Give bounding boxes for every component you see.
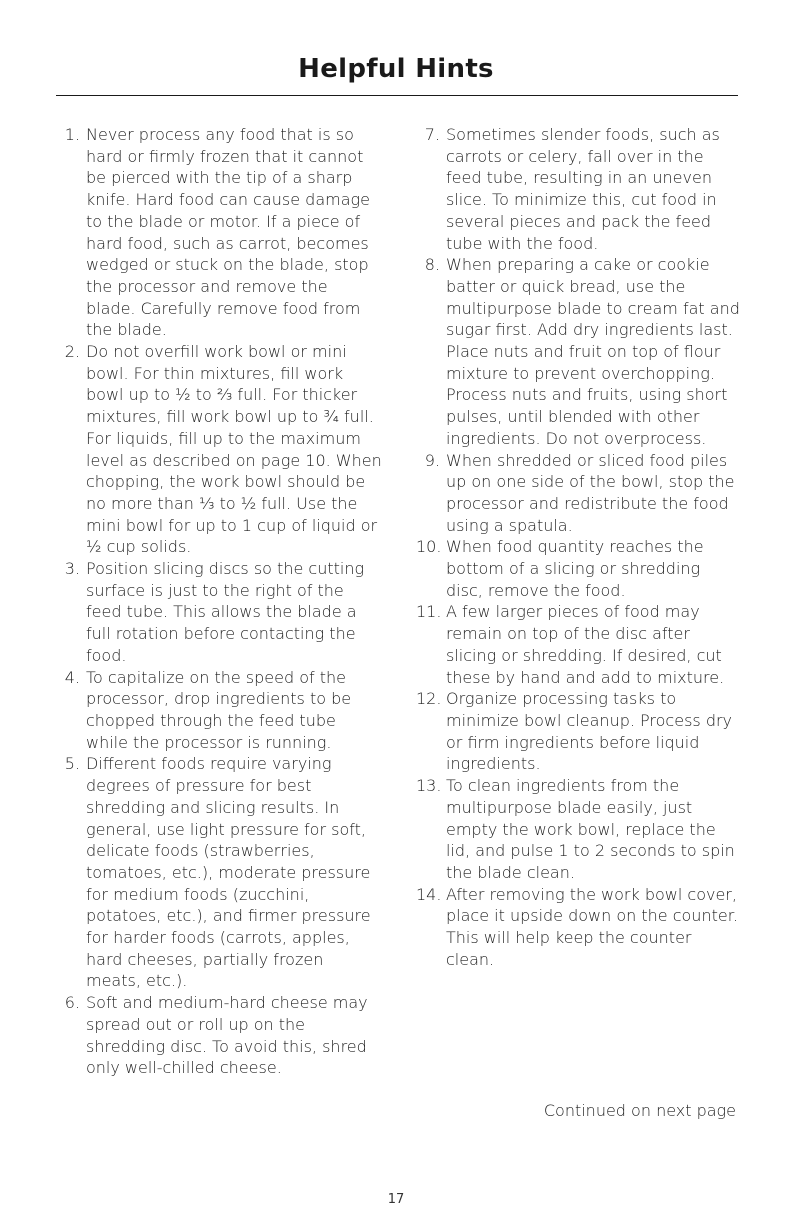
- hint-number: 13.: [416, 776, 442, 796]
- hint-number: 12.: [416, 689, 442, 709]
- hint-item-13: [416, 775, 742, 884]
- hint-number: 6.: [64, 993, 80, 1013]
- hints-column-left: [56, 124, 382, 1079]
- hint-text: Sometimes slender foods, such as carrots or celery, fall over in the feed tube, resulting in an uneven slice. To minimize this, cut food in several pieces and pack the feed tube with the food.: [446, 125, 720, 253]
- hint-item-8: [416, 254, 742, 449]
- hint-number: 9.: [424, 450, 440, 470]
- hint-item-5: [56, 753, 382, 992]
- hint-number: 14.: [416, 884, 442, 904]
- hint-item-4: [56, 667, 382, 754]
- hint-text: When shredded or sliced food piles up on one side of the bowl, stop the processor and redistribute the food using a spatula.: [446, 450, 735, 535]
- hint-number: 2.: [64, 342, 80, 362]
- hints-column-right: [416, 124, 742, 970]
- hint-text: Position slicing discs so the cutting surface is just to the right of the feed tube. This allows the blade a full rotation before contacting the food.: [86, 559, 365, 665]
- hint-number: 7.: [424, 125, 440, 144]
- hint-number: 1.: [64, 125, 80, 144]
- hint-text: When preparing a cake or cookie batter or quick bread, use the multipurpose blade to cream fat and sugar first. Add dry ingredients last. Place nuts and fruit on top of flour mixture to prevent overchopping. Process nuts and fruits, using short pulses, until blended with other ingredients. Do not overprocess.: [446, 255, 740, 448]
- hint-text: To clean ingredients from the multipurpose blade easily, just empty the work bowl, replace the lid, and pulse 1 to 2 seconds to spin the blade clean.: [446, 776, 735, 882]
- hint-text: Do not overfill work bowl or mini bowl. For thin mixtures, fill work bowl up to ½ to ⅔ full. For thicker mixtures, fill work bowl up to ¾ full. For liquids, fill up to the maximum level as described on page 10. When chopping, the work bowl should be no more than ⅓ to ½ full. Use the mini bowl for up to 1 cup of liquid or ½ cup solids.: [86, 342, 382, 557]
- hint-text: Soft and medium-hard cheese may spread out or roll up on the shredding disc. To avoid this, shred only well-chilled cheese.: [86, 993, 368, 1078]
- hint-text: Different foods require varying degrees of pressure for best shredding and slicing results. In general, use light pressure for soft, delicate foods (strawberries, tomatoes, etc.), moderate pressure for medium foods (zucchini, potatoes, etc.), and firmer pressure for harder foods (carrots, apples, hard cheeses, partially frozen meats, etc.).: [86, 754, 371, 991]
- hint-text: Never process any food that is so hard or firmly frozen that it cannot be pierced with the tip of a sharp knife. Hard food can cause damage to the blade or motor. If a piece of hard food, such as carrot, becomes wedged or stuck on the blade, stop the processor and remove the blade. Carefully remove food from the blade.: [86, 125, 370, 340]
- hint-number: 11.: [416, 602, 442, 622]
- hint-number: 5.: [64, 754, 80, 774]
- hint-number: 4.: [64, 667, 80, 687]
- hint-item-11: [416, 601, 742, 688]
- hint-text: A few larger pieces of food may remain on top of the disc after slicing or shredding. If desired, cut these by hand and add to mixture.: [446, 602, 725, 687]
- hint-text: When food quantity reaches the bottom of a slicing or shredding disc, remove the food.: [446, 537, 704, 600]
- hint-item-10: [416, 536, 742, 601]
- hint-item-1: [56, 124, 382, 341]
- hint-item-14: [416, 884, 742, 971]
- hint-item-9: [416, 450, 742, 537]
- hint-item-7: [416, 124, 742, 254]
- continued-note: Continued on next page: [543, 1101, 736, 1120]
- hint-text: After removing the work bowl cover, place it upside down on the counter. This will help keep the counter clean.: [446, 884, 738, 969]
- hint-item-6: [56, 992, 382, 1079]
- hint-text: To capitalize on the speed of the processor, drop ingredients to be chopped through the feed tube while the processor is running.: [86, 667, 352, 752]
- title-divider: [56, 95, 738, 96]
- hint-number: 10.: [416, 537, 442, 557]
- hint-item-3: [56, 558, 382, 667]
- hint-item-2: [56, 341, 382, 558]
- hint-item-12: [416, 688, 742, 775]
- hint-number: 8.: [424, 255, 440, 275]
- hint-number: 3.: [64, 559, 80, 579]
- page-number: 17: [387, 1192, 405, 1207]
- page-title: Helpful Hints: [298, 54, 494, 84]
- hint-text: Organize processing tasks to minimize bowl cleanup. Process dry or firm ingredients before liquid ingredients.: [446, 689, 733, 774]
